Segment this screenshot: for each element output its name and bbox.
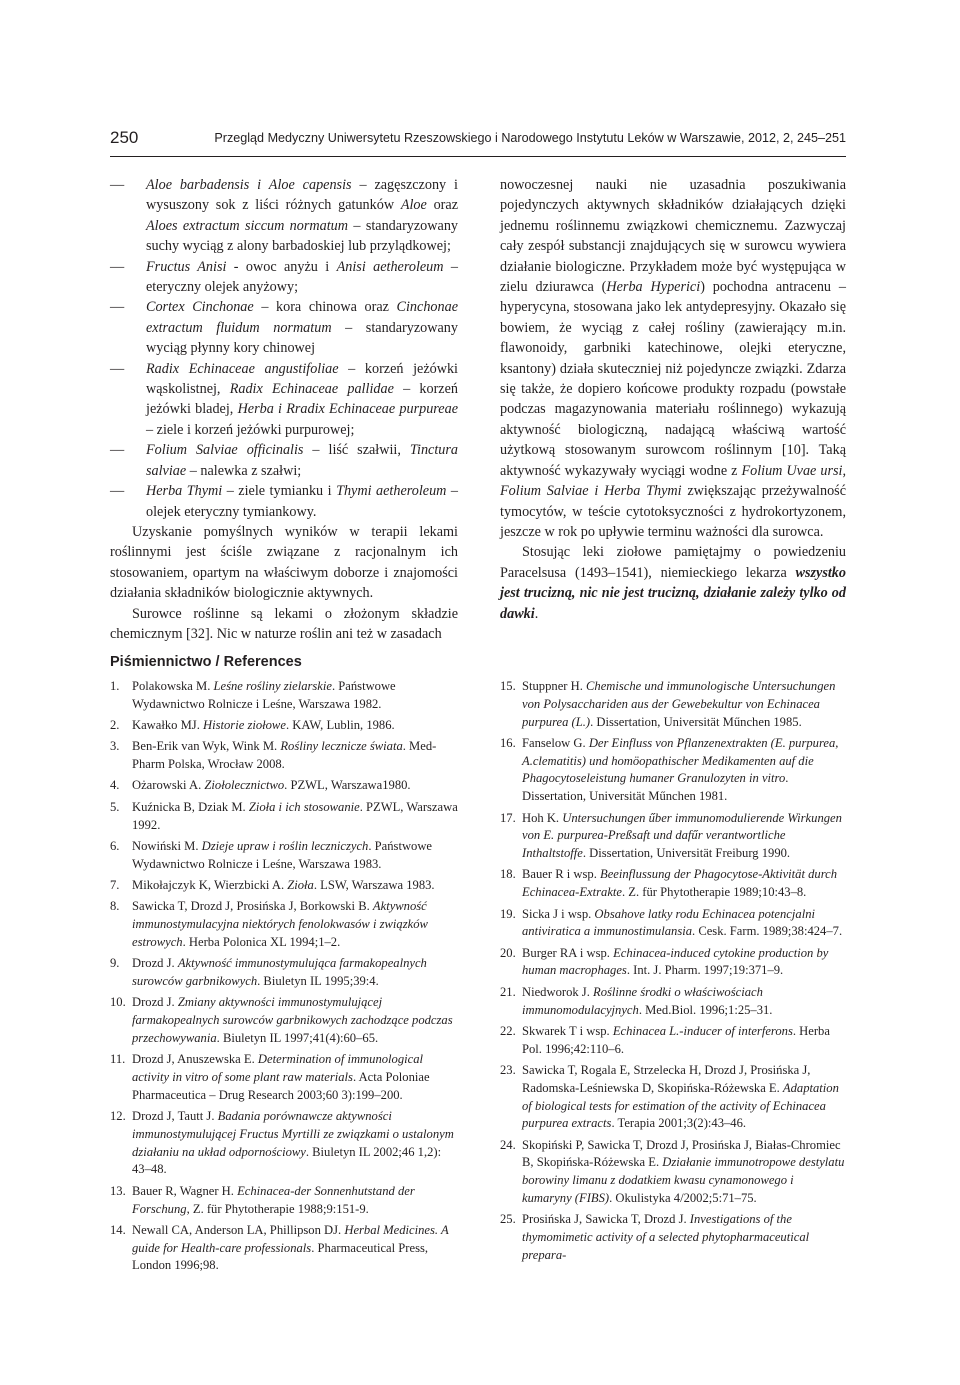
emphasized-text: Aktywność immunostymulacyjna niektórych fenolokwasów i związków estrowych (132, 899, 428, 949)
emphasized-text: Dzieje upraw i roślin leczniczych (201, 838, 369, 853)
emphasized-text: wszystko jest trucizną, nic nie jest trucizną, działanie zależy tylko od dawki (500, 564, 846, 622)
reference-item: 10. Drozd J. Zmiany aktywności immunostymulującej farmakopealnych surowców garbnikowych zachodzące podczas przechowywania. Biuletyn IL 1997;41(4):60–65. (110, 995, 453, 1045)
dash-bullet-icon: — (110, 360, 125, 377)
emphasized-text: Echinacea L.-inducer of interferons (612, 1023, 793, 1038)
emphasized-text: Anisi aetheroleum (336, 258, 444, 275)
bullet-item: — Cortex Cinchonae – kora chinowa oraz Cinchonae extractum fluidum normatum – standaryzowany wyciąg płynny kory chinowej (110, 299, 458, 357)
reference-item: 24. Skopiński P, Sawicka T, Drozd J, Prosińska J, Białas-Chromiec B, Skopińska-Różewska E. Działanie immunotropowe destylatu borowiny limanu z dodatkiem kwasu cynamonowego i kumaryny (FIBS). Okulistyka 4/2002;5:71–75. (500, 1137, 845, 1206)
emphasized-text: Aloe barbadensis i Aloe capensis (146, 177, 352, 193)
references-heading: Piśmiennictwo / References (110, 654, 302, 670)
body-paragraph: nowoczesnej nauki nie uzasadnia poszukiwania pojedynczych aktywnych składników działających dzięki jednemu roślinnemu związkowi chemicznemu. Zazwyczaj cały zespół substancji znajdujących się w surowcu wywiera działanie biologiczne. Przykładem może być występująca w zielu dziurawca (Herba Hyperici) pochodna antracenu – hyperycyna, stosowana jako lek antydepresyjny. Okazało się bowiem, że wyciąg z całej rośliny (zawierający m.in. flawonoidy, garbniki katechinowe, olejki eteryczne, ksantony) działa skuteczniej niż pojedyncze związki. Zdarza się także, że dopiero końcowe produkty rozpadu (powstałe podczas magazynowania materiału roślinnego) wykazują aktywność biologiczną, nadającą właściwą wartość użytkową stosowanym surowcom roślinnym [10]. Taką aktywność wykazywały wyciągi wodne z Folium Uvae ursi, Folium Salviae i Herba Thymi zwiększając przeżywalność tymocytów, w teście cytotoksyczności z hydrokortyzonem, jeszcze w rok po upływie terminu ważności dla surowca. (500, 177, 847, 540)
emphasized-text: Cortex Cinchonae (146, 299, 254, 316)
emphasized-text: Aloes extractum siccum normatum (146, 217, 349, 234)
reference-number: 4. (110, 778, 120, 793)
reference-item: 16. Fanselow G. Der Einfluss von Pflanzenextrakten (E. purpurea, A.clematitis) und homöopathischer Medikamenten auf die Phagocytoseleistung humaner Granulozyten in vitro. Dissertation, Universität Műnchen 1981. (500, 735, 839, 804)
emphasized-text: Adaptation of biological tests for estimation of the activity of Echinacea purpurea extracts (522, 1080, 839, 1131)
emphasized-text: Chemische und immunologische Untersuchungen von Polysacchariden aus der Gewebekultur von Echinacea purpurea (L.) (522, 679, 836, 729)
reference-number: 23. (500, 1062, 516, 1077)
left-column (110, 175, 458, 644)
dash-bullet-icon: — (110, 299, 125, 316)
emphasized-text: Ziołolecznictwo (204, 778, 285, 793)
bullet-item: — Aloe barbadensis i Aloe capensis – zagęszczony i wysuszony sok z liści różnych gatunków Aloe oraz Aloes extractum siccum normatum – standaryzowany suchy wyciąg z alony barbadoskiej lub przylądkowej; (110, 177, 459, 255)
reference-item: 8. Sawicka T, Drozd J, Prosińska J, Borkowski B. Aktywność immunostymulacyjna niektórych fenolokwasów i związków estrowych. Herba Polonica XL 1994;1–2. (110, 899, 428, 949)
reference-number: 17. (500, 810, 516, 825)
bullet-item: — Herba Thymi – ziele tymianku i Thymi aetheroleum – olejek eteryczny tymiankowy. (110, 483, 459, 520)
emphasized-text: Leśne rośliny zielarskie (213, 679, 332, 693)
reference-item: 11. Drozd J, Anuszewska E. Determination of immunological activity in vitro of some plant raw materials. Acta Poloniae Pharmaceutica – Drug Research 2003;60 3):199–200. (110, 1052, 430, 1102)
reference-item: 23. Sawicka T, Rogala E, Strzelecka H, Drozd J, Prosińska J, Radomska-Leśniewska D, Skopińska-Różewska E. Adaptation of biological tests for estimation of the activity of Echinacea purpurea extracts. Terapia 2001;3(2):43–46. (500, 1062, 839, 1131)
reference-number: 5. (110, 799, 120, 814)
emphasized-text: Herba Hyperici (606, 279, 701, 296)
reference-number: 3. (110, 739, 120, 754)
emphasized-text: Aktywność immunostymulująca farmakopealnych surowców garbnikowych (132, 956, 427, 988)
reference-item: 20. Burger RA i wsp. Echinacea-induced cytokine production by human macrophages. Int. J. Pharm. 1997;19:371–9. (500, 945, 829, 978)
reference-item: 13. Bauer R, Wagner H. Echinacea-der Sonnenhutstand der Forschung, Z. für Phytotherapie 1988;9:151-9. (110, 1183, 415, 1216)
emphasized-text: Tinctura salviae (146, 442, 458, 479)
reference-item: 9. Drozd J. Aktywność immunostymulująca farmakopealnych surowców garbnikowych. Biuletyn IL 1995;39:4. (110, 956, 427, 988)
reference-number: 18. (500, 867, 516, 882)
reference-item: 12. Drozd J, Tautt J. Badania porównawcze aktywności immunostymulującej Fructus Myrtilli ze związkami o ustalonym działaniu na układ odpornościowy. Biuletyn IL 2002;46 1,2): 43–48. (110, 1109, 454, 1177)
emphasized-text: Zmiany aktywności immunostymulującej farmakopealnych surowców garbnikowych zachodzące podczas przechowywania (132, 995, 453, 1045)
emphasized-text: Echinacea-der Sonnenhutstand der Forschung (132, 1183, 415, 1216)
emphasized-text: Radix Echinaceae pallidae (229, 381, 394, 398)
journal-title: Przegląd Medyczny Uniwersytetu Rzeszowskiego i Narodowego Instytutu Leków w Warszawie, 2012, 2, 245–251 (214, 131, 846, 145)
emphasized-text: Cinchonae extractum fluidum normatum (146, 299, 458, 336)
emphasized-text: Obsahove latky rodu Echinacea potencjalni antiviratica a immunostimulansia (522, 906, 815, 939)
emphasized-text: Thymi aetheroleum (336, 483, 447, 500)
emphasized-text: Echinacea-induced cytokine production by human macrophages (522, 945, 829, 978)
body-paragraph: Uzyskanie pomyślnych wyników w terapii lekami roślinnymi jest ściśle związane z racjonalnym ich stosowaniem, opartym na właściwym doborze i znajomości działania składników biologicznie aktywnych. (110, 523, 458, 602)
emphasized-text: Untersuchungen űber immunomodulierende Wirkungen von E. purpurea-Preßsaft und dafűr verantwortliche Inthaltstoffe (522, 810, 842, 861)
references-list-left (110, 678, 458, 1279)
reference-number: 21. (500, 984, 516, 999)
reference-number: 13. (110, 1183, 126, 1198)
reference-item: 4. Ożarowski A. Ziołolecznictwo. PZWL, Warszawa1980. (110, 777, 458, 795)
emphasized-text: Folium Salviae officinalis (146, 442, 304, 459)
reference-item: 2. Kawałko MJ. Historie ziołowe. KAW, Lublin, 1986. (110, 717, 458, 735)
references-list-right (500, 678, 846, 1268)
reference-number: 11. (110, 1052, 126, 1067)
emphasized-text: Roślinne środki o właściwościach immunomodulacyjnych (522, 984, 763, 1017)
emphasized-text: Radix Echinaceae angustifoliae (146, 360, 339, 377)
body-paragraph: Stosując leki ziołowe pamiętajmy o powiedzeniu Paracelsusa (1493–1541), niemieckiego lekarza wszystko jest trucizną, nic nie jest trucizną, działanie zależy tylko od dawki. (500, 544, 846, 622)
reference-item: 15. Stuppner H. Chemische und immunologische Untersuchungen von Polysacchariden aus der Gewebekultur von Echinacea purpurea (L.). Dissertation, Universität Műnchen 1985. (500, 679, 836, 729)
reference-number: 10. (110, 995, 126, 1010)
reference-number: 7. (110, 877, 120, 892)
reference-number: 12. (110, 1109, 126, 1124)
emphasized-text: Rośliny lecznicze świata (280, 739, 403, 754)
emphasized-text: Der Einfluss von Pflanzenextrakten (E. purpurea, A.clematitis) und homöopathischer Medikamenten auf die Phagocytoseleistung humaner Granulozyten in vitro (522, 735, 839, 786)
body-paragraph: Surowce roślinne są lekami o złożonym składzie chemicznym [32]. Nic w naturze roślin ani też w zasadach (110, 605, 458, 642)
reference-item: 5. Kuźnicka B, Dziak M. Zioła i ich stosowanie. PZWL, Warszawa 1992. (110, 799, 458, 832)
emphasized-text: Herbal Medicines. A guide for Health-care professionals (132, 1222, 449, 1255)
reference-number: 8. (110, 899, 120, 914)
emphasized-text: Aloe (400, 197, 427, 214)
reference-number: 1. (110, 679, 120, 693)
page-number: 250 (110, 128, 139, 147)
reference-item: 19. Sicka J i wsp. Obsahove latky rodu Echinacea potencjalni antiviratica a immunostimulansia. Cesk. Farm. 1989;38:424–7. (500, 906, 843, 939)
right-column (500, 175, 846, 624)
emphasized-text: Determination of immunological activity in vitro of some plant raw materials (132, 1052, 424, 1084)
reference-number: 6. (110, 838, 120, 853)
dash-bullet-icon: — (110, 483, 125, 500)
reference-number: 16. (500, 735, 516, 750)
bullet-list (110, 175, 458, 522)
emphasized-text: Zioła i ich stosowanie (248, 799, 360, 814)
emphasized-text: Folium Uvae ursi, Folium Salviae i Herba Thymi (500, 462, 846, 500)
reference-number: 14. (110, 1222, 126, 1237)
emphasized-text: Badania porównawcze aktywności immunostymulującej Fructus Myrtilli ze związkami o ustalonym działaniu na układ odpornościowy (132, 1109, 454, 1159)
emphasized-text: Fructus Anisi (146, 258, 227, 275)
reference-item: 1. Polakowska M. Leśne rośliny zielarskie. Państwowe Wydawnictwo Rolnicze i Leśne, Warszawa 1982. (110, 679, 396, 711)
emphasized-text: Historie ziołowe (203, 718, 286, 733)
reference-number: 19. (500, 906, 516, 921)
reference-item: 21. Niedworok J. Roślinne środki o właściwościach immunomodulacyjnych. Med.Biol. 1996;1:25–31. (500, 984, 773, 1017)
emphasized-text: Herba Thymi (146, 483, 223, 500)
reference-number: 20. (500, 945, 516, 960)
emphasized-text: Herba i Rradix Echinaceae purpureae (237, 401, 458, 418)
reference-item: 6. Nowiński M. Dzieje upraw i roślin leczniczych. Państwowe Wydawnictwo Rolnicze i Leśne, Warszawa 1983. (110, 838, 433, 871)
reference-item: 17. Hoh K. Untersuchungen űber immunomodulierende Wirkungen von E. purpurea-Preßsaft und dafűr verantwortliche Inthaltstoffe. Dissertation, Universität Freiburg 1990. (500, 810, 842, 861)
emphasized-text: Zioła (287, 877, 314, 892)
bullet-item: — Radix Echinaceae angustifoliae – korzeń jeżówki wąskolistnej, Radix Echinaceae pallidae – korzeń jeżówki bladej, Herba i Rradix Echinaceae purpureae – ziele i korzeń jeżówki purpurowej; (110, 360, 459, 438)
bullet-item: — Folium Salviae officinalis – liść szałwii, Tinctura salviae – nalewka z szałwi; (110, 442, 458, 479)
emphasized-text: Beeinflussung der Phagocytose-Aktivität durch Echinacea-Extrakte (522, 867, 838, 900)
reference-number: 22. (500, 1023, 516, 1038)
reference-number: 9. (110, 956, 120, 971)
page-header (110, 128, 846, 157)
dash-bullet-icon: — (110, 258, 125, 275)
reference-item: 14. Newall CA, Anderson LA, Phillipson DJ. Herbal Medicines. A guide for Health-care professionals. Pharmaceutical Press, London 1996;98. (110, 1222, 449, 1273)
dash-bullet-icon: — (110, 442, 125, 459)
reference-number: 2. (110, 718, 120, 733)
reference-number: 25. (500, 1212, 516, 1227)
reference-number: 24. (500, 1137, 516, 1152)
dash-bullet-icon: — (110, 177, 125, 193)
reference-item: 7. Mikołajczyk K, Wierzbicki A. Zioła. LSW, Warszawa 1983. (110, 877, 458, 895)
reference-item: 3. Ben-Erik van Wyk, Wink M. Rośliny lecznicze świata. Med-Pharm Polska, Wrocław 2008. (110, 739, 437, 772)
reference-item: 18. Bauer R i wsp. Beeinflussung der Phagocytose-Aktivität durch Echinacea-Extrakte. Z. für Phytotherapie 1989;10:43–8. (500, 867, 838, 900)
reference-item: 22. Skwarek T i wsp. Echinacea L.-inducer of interferons. Herba Pol. 1996;42:110–6. (500, 1023, 830, 1056)
emphasized-text: Działanie immunotropowe destylatu borowiny limanu z dodatkiem kwasu cynamonowego i kumaryny (FIBS) (522, 1155, 845, 1206)
bullet-item: — Fructus Anisi - owoc anyżu i Anisi aetheroleum – eteryczny olejek anyżowy; (110, 258, 459, 296)
reference-item: 25. Prosińska J, Sawicka T, Drozd J. Investigations of the thymomimetic activity of a selected phytopharmaceutical prepara- (500, 1212, 810, 1262)
emphasized-text: Investigations of the thymomimetic activity of a selected phytopharmaceutical prepara- (522, 1212, 810, 1262)
reference-number: 15. (500, 679, 516, 693)
